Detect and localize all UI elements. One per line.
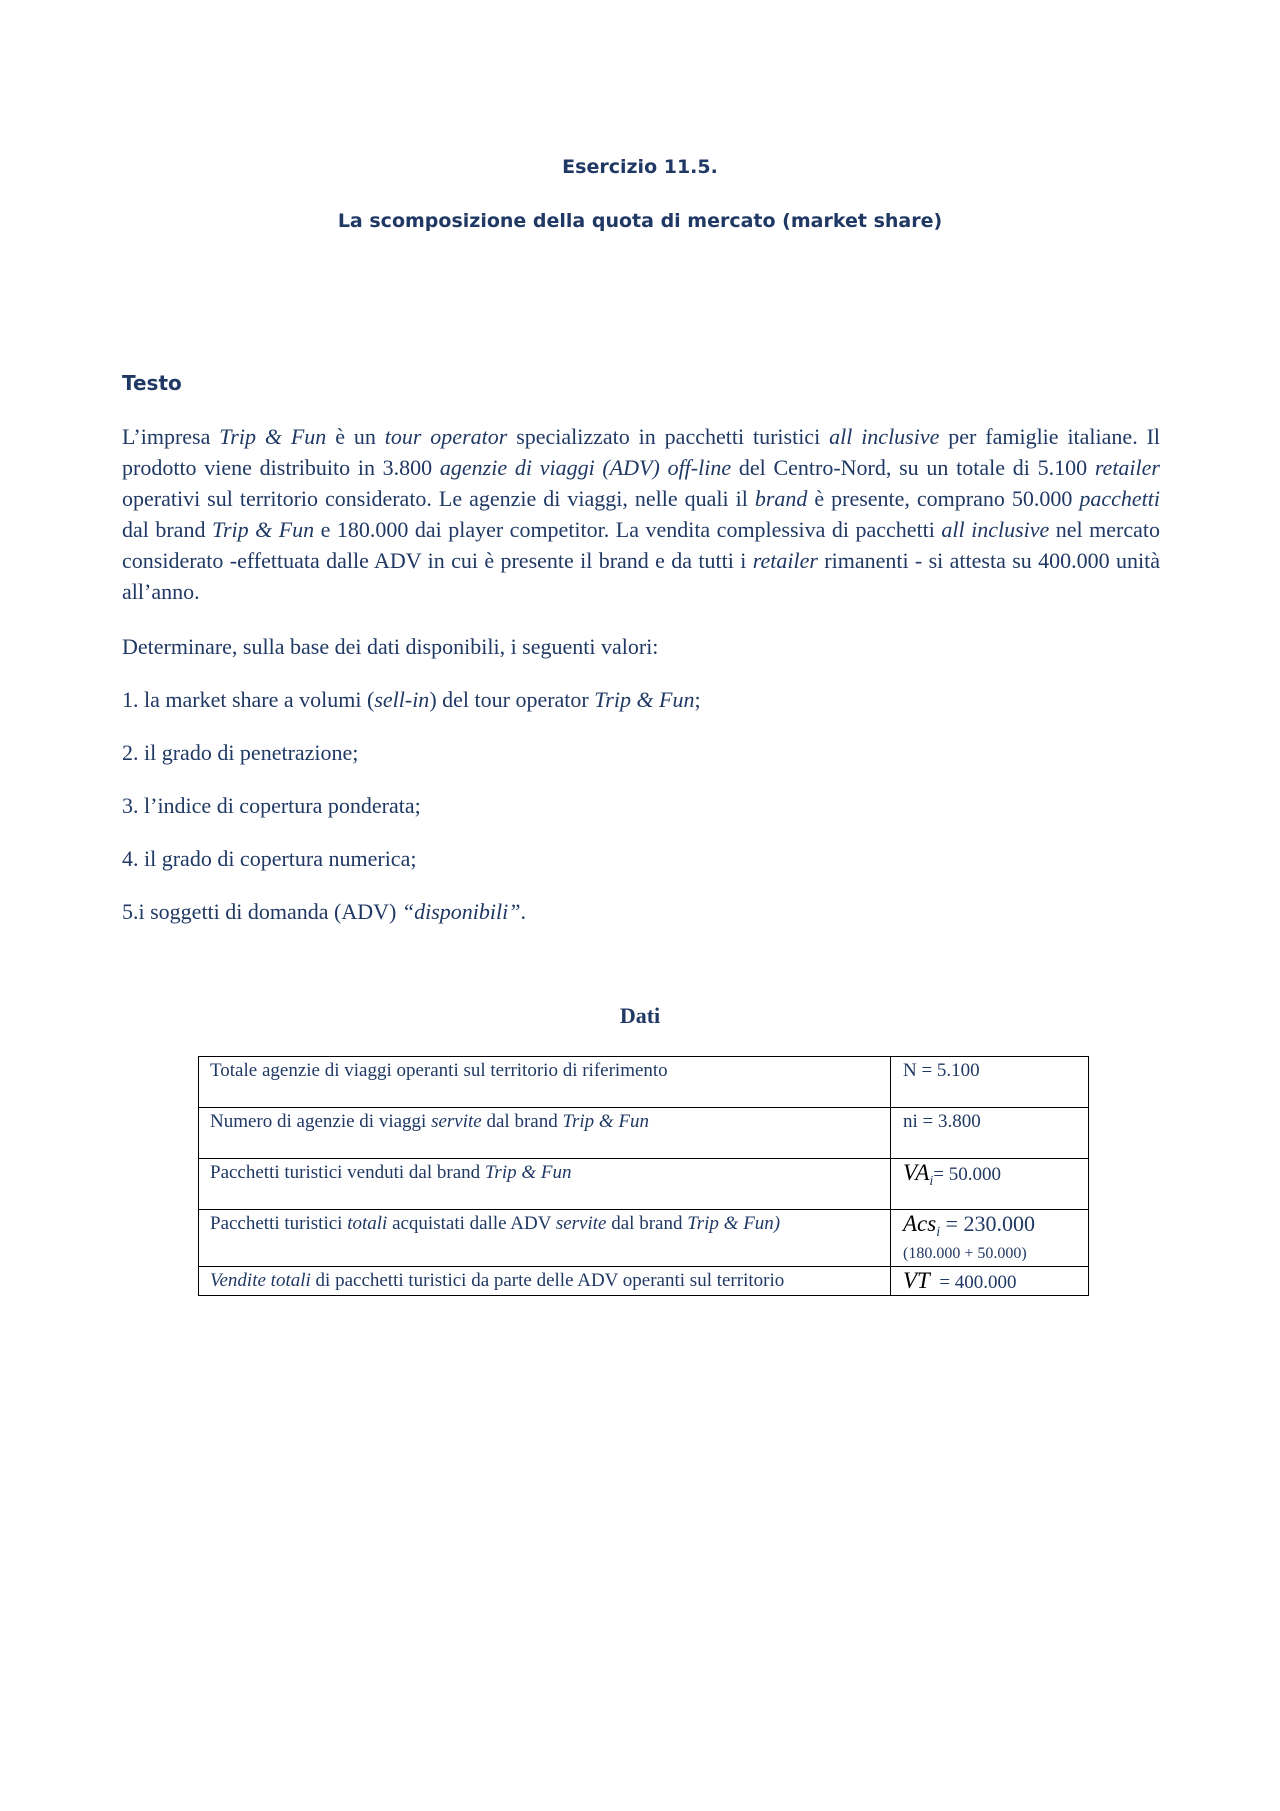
table-cell-label [199,1210,891,1267]
text-run: nel mercato considerato -effettuata dalle ADV in cui è presente il brand e da tutti i [122,517,1161,573]
text-run: di pacchetti turistici da parte delle ADV operanti sul territorio [310,1270,785,1291]
text-run-italic: all inclusive [829,424,940,449]
text-run: è un [326,424,385,449]
list-item [122,896,526,927]
text-run-italic: Trip & Fun [484,1162,572,1183]
text-run-italic: Trip & Fun [219,424,327,449]
text-run-italic: retailer [1094,455,1160,480]
text-run-italic: Vendite totali [210,1270,311,1291]
table-row [199,1267,1089,1296]
table-row [199,1159,1089,1210]
text-run-italic: brand [754,486,808,511]
text-run-italic: Trip & Fun [211,517,315,542]
text-run: è presente, comprano 50.000 [807,486,1080,511]
page-subtitle: La scomposizione della quota di mercato (market share) [337,210,943,232]
table-cell-value [891,1267,1089,1296]
text-run-italic: Trip & Fun [594,687,695,712]
text-run: ; [694,687,701,712]
formula-subscript: i [929,1173,934,1189]
text-run-italic: sell-in [374,687,430,712]
text-run: Pacchetti turistici [210,1213,348,1234]
text-run-italic: agenzie di viaggi (ADV) off-line [439,455,732,480]
formula-subscript: i [936,1224,941,1240]
list-item: 4. il grado di copertura numerica; [122,846,417,871]
formula-value: = 400.000 [929,1272,1017,1293]
text-run-italic: servite [431,1111,482,1132]
text-run: rimanenti - si attesta su 400.000 unità all’anno. [122,548,1160,604]
text-run: dal brand [606,1213,688,1234]
text-run-italic: tour operator [384,424,508,449]
text-run: del Centro-Nord, su un totale di 5.100 [731,455,1095,480]
formula-value: = 50.000 [933,1164,1002,1185]
text-run: specializzato in pacchetti turistici [507,424,830,449]
list-item: 3. l’indice di copertura ponderata; [122,793,421,818]
table-cell-label [199,1267,891,1296]
text-run-italic: pacchetti [1079,486,1160,511]
text-run: Pacchetti turistici venduti dal brand [210,1162,485,1183]
text-run: e 180.000 dai player competitor. La vendita complessiva di pacchetti [314,517,942,542]
table-cell-label: Totale agenzie di viaggi operanti sul territorio di riferimento [199,1057,891,1108]
text-run-italic: Trip & Fun [562,1111,650,1132]
list-item [122,684,701,715]
data-table [198,1056,1089,1296]
list-item: 2. il grado di penetrazione; [122,740,359,765]
text-run: 1. la market share a volumi ( [122,687,375,712]
formula-note: (180.000 + 50.000) [903,1244,1027,1262]
instruction-paragraph: Determinare, sulla base dei dati disponibili, i seguenti valori: [122,634,659,659]
text-run-italic: servite [555,1213,607,1234]
table-cell-value: N = 5.100 [891,1057,1089,1108]
text-run: 5.i soggetti di domanda (ADV) [122,899,402,924]
table-cell-value [891,1210,1089,1267]
text-run: operativi sul territorio considerato. Le agenzie di viaggi, nelle quali il [122,486,755,511]
text-run: L’impresa [122,424,220,449]
text-run: ) del tour operator [429,687,595,712]
section-heading-testo: Testo [122,371,182,395]
table-cell-value [891,1159,1089,1210]
text-run-italic: “disponibili” [401,899,521,924]
text-run: dal brand [122,517,212,542]
text-run: per famiglie italiane. Il prodotto viene distribuito in 3.800 [122,424,1161,480]
intro-paragraph [122,421,1160,607]
formula-value: = 230.000 [940,1211,1036,1236]
text-run: Numero di agenzie di viaggi [210,1111,432,1132]
table-row [199,1210,1089,1267]
table-cell-label [199,1108,891,1159]
text-run-italic: Trip & Fun) [687,1213,781,1234]
table-cell-label [199,1159,891,1210]
text-run-italic: all inclusive [941,517,1050,542]
section-heading-dati: Dati [619,1003,661,1028]
table-row [199,1108,1089,1159]
table-cell-value: ni = 3.800 [891,1108,1089,1159]
text-run-italic: totali [347,1213,388,1234]
text-run: acquistati dalle ADV [387,1213,556,1234]
text-run-italic: retailer [752,548,818,573]
text-run: . [520,899,526,924]
formula-symbol: VT [903,1268,930,1293]
page-title: Esercizio 11.5. [562,156,718,178]
formula-symbol: Acs [903,1211,937,1236]
text-run: dal brand [481,1111,563,1132]
table-row [199,1057,1089,1108]
formula-symbol: VA [903,1160,930,1185]
